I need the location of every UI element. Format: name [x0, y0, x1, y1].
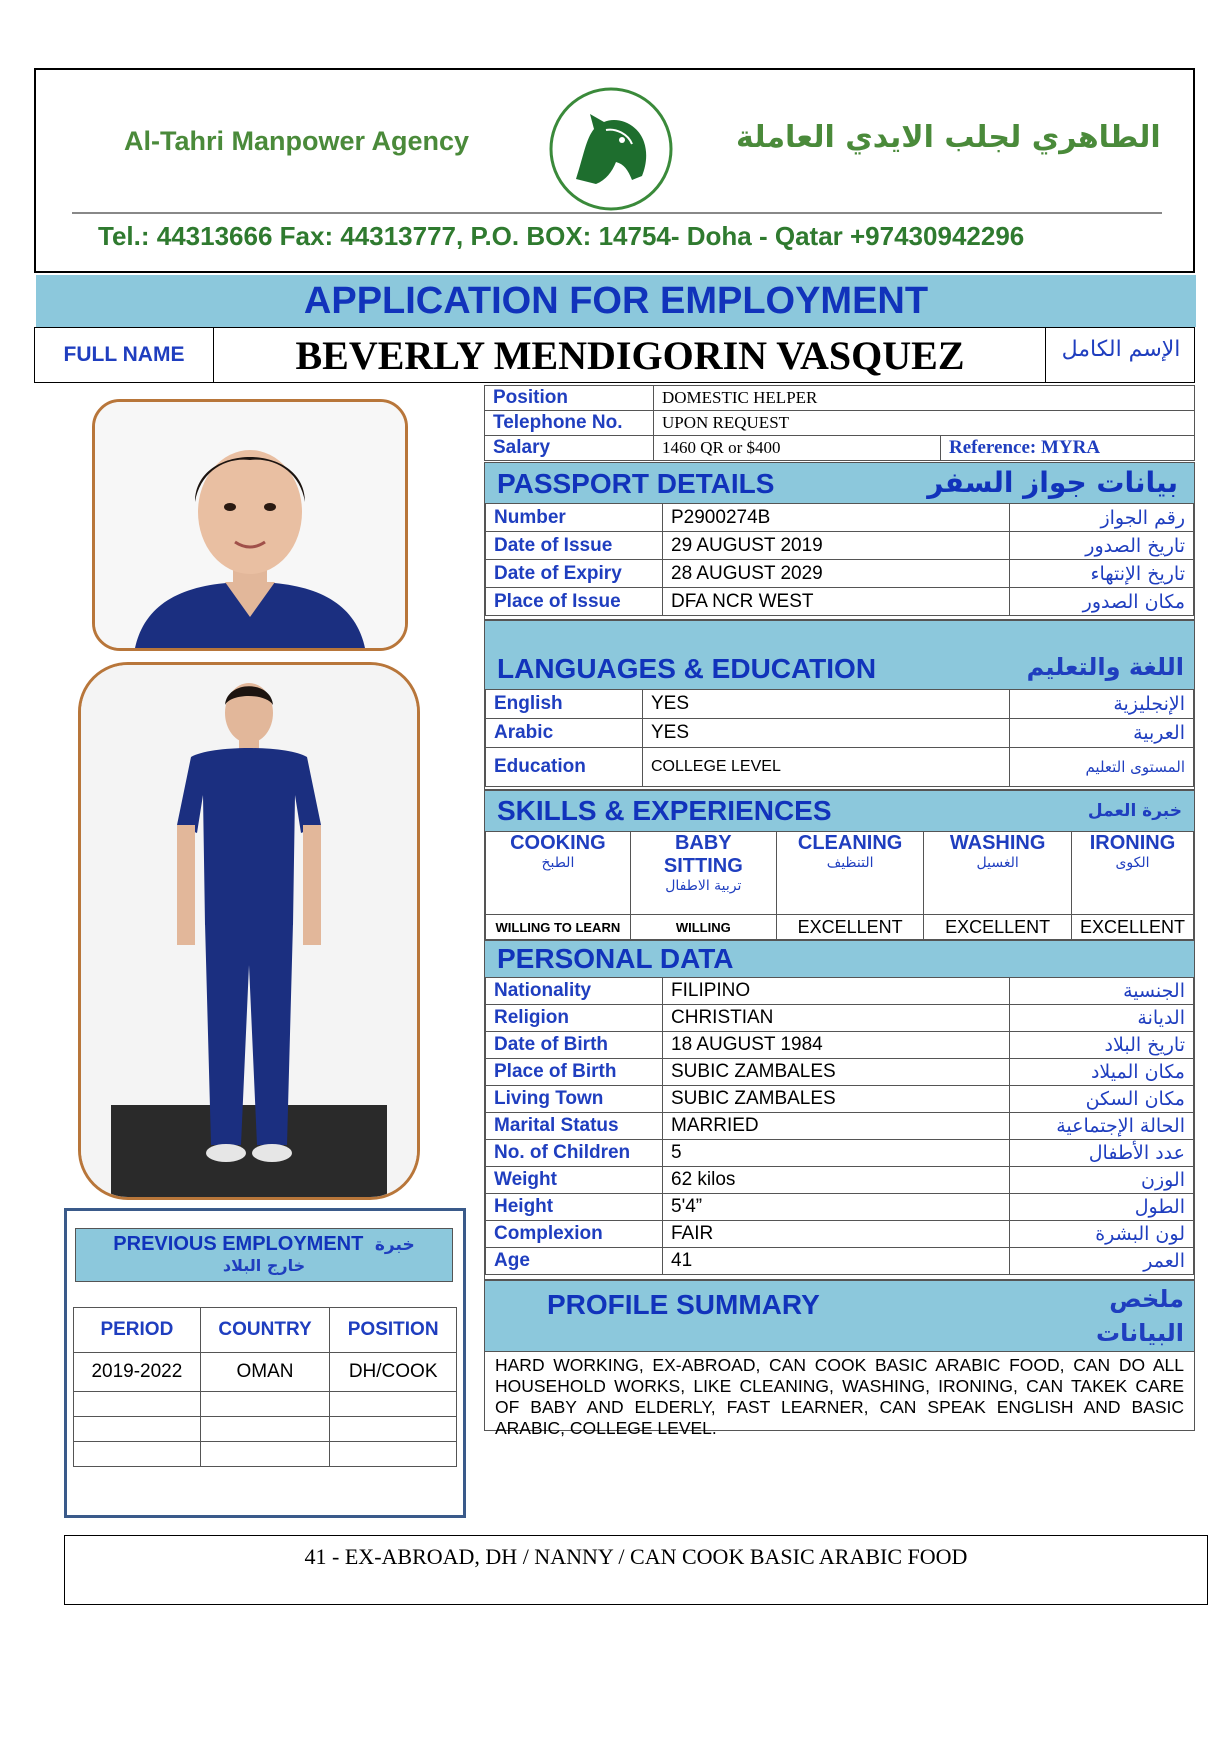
passport-section	[484, 462, 1195, 620]
date-of-issue-label: Date of Issue	[486, 532, 663, 560]
skill-ironing	[1071, 832, 1193, 915]
personal-label: No. of Children	[486, 1140, 663, 1167]
skill-baby-sitting	[630, 832, 776, 915]
page-title: APPLICATION FOR EMPLOYMENT	[36, 275, 1196, 327]
personal-label-ar: الديانة	[1010, 1005, 1194, 1032]
country-header: COUNTRY	[200, 1308, 330, 1353]
personal-label: Complexion	[486, 1221, 663, 1248]
table-row	[486, 532, 1194, 560]
personal-label: Place of Birth	[486, 1059, 663, 1086]
place-of-issue-value: DFA NCR WEST	[663, 588, 1010, 616]
table-row	[486, 588, 1194, 616]
personal-label: Date of Birth	[486, 1032, 663, 1059]
personal-label-ar: الطول	[1010, 1194, 1194, 1221]
passport-title: PASSPORT DETAILS	[497, 468, 775, 499]
personal-data-title: PERSONAL DATA	[497, 943, 734, 974]
table-row	[486, 1140, 1194, 1167]
personal-value: MARRIED	[663, 1113, 1010, 1140]
telephone-value: UPON REQUEST	[654, 411, 1195, 436]
previous-employment-header	[75, 1228, 453, 1282]
personal-value: 41	[663, 1248, 1010, 1275]
skill-cooking-label: COOKING	[510, 832, 606, 854]
personal-label: Marital Status	[486, 1113, 663, 1140]
skill-ironing-label-ar: الكوى	[1115, 855, 1150, 871]
date-of-issue-label-ar: تاريخ الصدور	[1010, 532, 1194, 560]
personal-data-section	[484, 940, 1195, 1280]
table-row	[486, 748, 1194, 787]
personal-value: CHRISTIAN	[663, 1005, 1010, 1032]
personal-label-ar: مكان الميلاد	[1010, 1059, 1194, 1086]
full-name-value: BEVERLY MENDIGORIN VASQUEZ	[295, 333, 965, 378]
table-row	[486, 1167, 1194, 1194]
reference-value: Reference: MYRA	[941, 436, 1195, 461]
table-row	[486, 832, 1194, 915]
skill-baby-sitting-level: WILLING	[630, 915, 776, 940]
table-row	[74, 1417, 457, 1442]
personal-value: SUBIC ZAMBALES	[663, 1059, 1010, 1086]
date-of-issue-value: 29 AUGUST 2019	[663, 532, 1010, 560]
date-of-expiry-label-ar: تاريخ الإنتهاء	[1010, 560, 1194, 588]
place-of-issue-label-ar: مكان الصدور	[1010, 588, 1194, 616]
table-row	[486, 1248, 1194, 1275]
personal-data-table	[485, 977, 1194, 1275]
table-header-row	[74, 1308, 457, 1353]
education-label: Education	[486, 748, 643, 787]
position-header: POSITION	[330, 1308, 457, 1353]
personal-label-ar: الحالة الإجتماعية	[1010, 1113, 1194, 1140]
skill-baby-sitting-label: BABY SITTING	[663, 832, 743, 877]
agency-header	[34, 68, 1195, 273]
previous-employment-box	[64, 1208, 466, 1518]
table-row	[486, 560, 1194, 588]
english-label-ar: الإنجليزية	[1010, 690, 1194, 719]
personal-value: SUBIC ZAMBALES	[663, 1086, 1010, 1113]
languages-header	[485, 621, 1194, 689]
skills-title: SKILLS & EXPERIENCES	[497, 795, 832, 826]
previous-employment-table	[73, 1307, 457, 1467]
skill-washing-label: WASHING	[949, 832, 1046, 854]
salary-label: Salary	[485, 436, 654, 461]
profile-summary-title-ar-2: البيانات	[1096, 1319, 1184, 1347]
employment-country: OMAN	[200, 1353, 330, 1392]
skill-cleaning-label: CLEANING	[797, 832, 903, 854]
skill-cooking-level: WILLING TO LEARN	[486, 915, 631, 940]
table-row	[74, 1353, 457, 1392]
languages-title: LANGUAGES & EDUCATION	[497, 653, 877, 684]
header-divider	[72, 212, 1162, 214]
date-of-expiry-label: Date of Expiry	[486, 560, 663, 588]
table-row	[74, 1442, 457, 1467]
personal-label: Height	[486, 1194, 663, 1221]
previous-employment-title-ar-1: خبرة	[374, 1235, 415, 1255]
contact-line: Tel.: 44313666 Fax: 44313777, P.O. BOX: 14754- Doha - Qatar +97430942296	[98, 221, 1025, 251]
table-row	[486, 1221, 1194, 1248]
table-row	[486, 915, 1194, 940]
personal-label-ar: العمر	[1010, 1248, 1194, 1275]
table-row	[486, 1113, 1194, 1140]
table-row	[485, 436, 1195, 461]
languages-table	[485, 689, 1194, 787]
profile-summary-text: HARD WORKING, EX-ABROAD, CAN COOK BASIC ARABIC FOOD, CAN DO ALL HOUSEHOLD WORKS, LIKE CLEANING, WASHING, IRONING, CAN TAKEK CARE OF BABY AND ELDERLY, FAST LEARNER, CAN SPEAK ENGLISH AND BASIC ARABIC, COLLEGE LEVEL.	[485, 1351, 1194, 1439]
english-label: English	[486, 690, 643, 719]
company-name-ar: الطاهري لجلب الايدي العاملة	[736, 120, 1161, 155]
profile-summary-header	[485, 1281, 1194, 1351]
personal-label-ar: عدد الأطفال	[1010, 1140, 1194, 1167]
passport-title-ar: بيانات جواز السفر	[927, 466, 1178, 499]
skill-washing	[924, 832, 1072, 915]
profile-summary-title-ar-1: ملخص	[1109, 1285, 1184, 1313]
table-row	[486, 978, 1194, 1005]
personal-label: Age	[486, 1248, 663, 1275]
personal-label-ar: الجنسية	[1010, 978, 1194, 1005]
full-name-row	[34, 327, 1195, 383]
skill-washing-label-ar: الغسيل	[976, 855, 1019, 871]
table-row	[486, 1032, 1194, 1059]
table-row	[74, 1392, 457, 1417]
date-of-expiry-value: 28 AUGUST 2029	[663, 560, 1010, 588]
arabic-value: YES	[643, 719, 1010, 748]
company-name-en: Al-Tahri Manpower Agency	[124, 126, 470, 156]
arabic-label-ar: العربية	[1010, 719, 1194, 748]
table-row	[486, 1005, 1194, 1032]
personal-label: Nationality	[486, 978, 663, 1005]
horse-head-logo	[546, 84, 676, 214]
table-row	[486, 1194, 1194, 1221]
education-value: COLLEGE LEVEL	[643, 748, 1010, 787]
skills-table	[485, 831, 1194, 940]
skills-header	[485, 791, 1194, 831]
full-name-label-ar: الإسم الكامل	[1045, 328, 1196, 382]
skill-cooking	[486, 832, 631, 915]
profile-summary-section	[484, 1280, 1195, 1438]
salary-value: 1460 QR or $400	[654, 436, 941, 461]
table-row	[486, 1059, 1194, 1086]
previous-employment-title: PREVIOUS EMPLOYMENT	[113, 1233, 364, 1255]
personal-value: FILIPINO	[663, 978, 1010, 1005]
personal-value: FAIR	[663, 1221, 1010, 1248]
employment-period: 2019-2022	[74, 1353, 201, 1392]
skill-ironing-label: IRONING	[1089, 832, 1176, 854]
arabic-label: Arabic	[486, 719, 643, 748]
skill-cooking-label-ar: الطبخ	[541, 855, 575, 871]
table-row	[485, 386, 1195, 411]
languages-section	[484, 620, 1195, 790]
personal-label: Living Town	[486, 1086, 663, 1113]
place-of-issue-label: Place of Issue	[486, 588, 663, 616]
skills-title-ar: خبرة العمل	[1087, 801, 1182, 821]
passport-header	[485, 463, 1194, 503]
personal-label: Religion	[486, 1005, 663, 1032]
skill-cleaning	[776, 832, 924, 915]
table-row	[486, 1086, 1194, 1113]
languages-title-ar: اللغة والتعليم	[1026, 653, 1184, 681]
footer-summary: 41 - EX-ABROAD, DH / NANNY / CAN COOK BASIC ARABIC FOOD	[64, 1535, 1208, 1605]
personal-value: 5	[663, 1140, 1010, 1167]
skill-cleaning-label-ar: التنظيف	[826, 855, 874, 871]
personal-label-ar: لون البشرة	[1010, 1221, 1194, 1248]
skill-washing-level: EXCELLENT	[924, 915, 1072, 940]
english-value: YES	[643, 690, 1010, 719]
full-name-label: FULL NAME	[35, 328, 214, 382]
skill-ironing-level: EXCELLENT	[1071, 915, 1193, 940]
position-value: DOMESTIC HELPER	[654, 386, 1195, 411]
skill-baby-sitting-label-ar: تربية الاطفال	[665, 878, 742, 894]
personal-label-ar: الوزن	[1010, 1167, 1194, 1194]
personal-label: Weight	[486, 1167, 663, 1194]
table-row	[486, 719, 1194, 748]
period-header: PERIOD	[74, 1308, 201, 1353]
previous-employment-title-ar-2: خارج البلاد	[222, 1256, 306, 1275]
personal-label-ar: تاريخ البلاد	[1010, 1032, 1194, 1059]
personal-value: 62 kilos	[663, 1167, 1010, 1194]
personal-value: 18 AUGUST 1984	[663, 1032, 1010, 1059]
skills-section	[484, 790, 1195, 940]
personal-data-header	[485, 941, 1194, 977]
table-row	[486, 690, 1194, 719]
full-body-photo	[78, 662, 420, 1200]
table-row	[486, 504, 1194, 532]
passport-number-label-ar: رقم الجواز	[1010, 504, 1194, 532]
employment-position: DH/COOK	[330, 1353, 457, 1392]
personal-value: 5'4”	[663, 1194, 1010, 1221]
position-label: Position	[485, 386, 654, 411]
passport-number-label: Number	[486, 504, 663, 532]
basic-info-table	[484, 385, 1195, 461]
passport-number-value: P2900274B	[663, 504, 1010, 532]
skill-cleaning-level: EXCELLENT	[776, 915, 924, 940]
table-row	[485, 411, 1195, 436]
telephone-label: Telephone No.	[485, 411, 654, 436]
head-photo	[92, 399, 408, 651]
personal-label-ar: مكان السكن	[1010, 1086, 1194, 1113]
passport-table	[485, 503, 1194, 616]
education-label-ar: المستوى التعليم	[1010, 748, 1194, 787]
profile-summary-title: PROFILE SUMMARY	[547, 1289, 820, 1320]
